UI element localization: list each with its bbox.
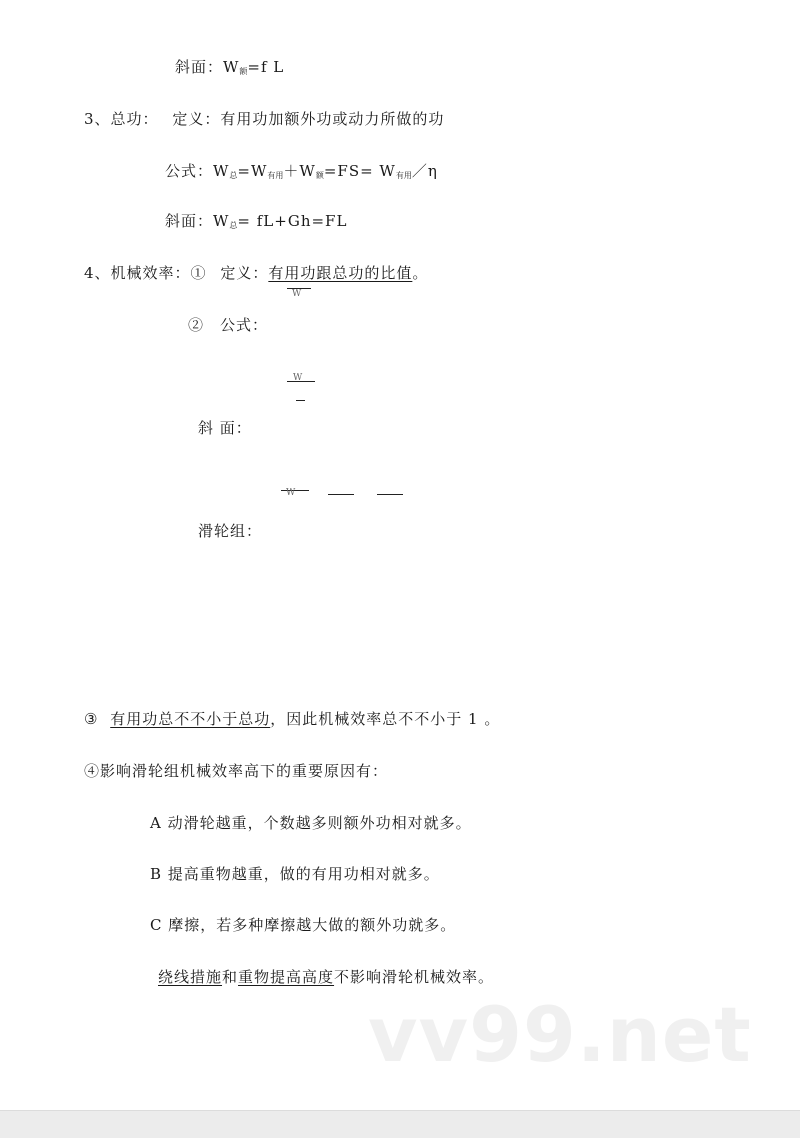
incline-extra-work-line <box>175 56 284 77</box>
text: ，因此机械效率总不不小于 1 。 <box>270 710 501 728</box>
subscript: 额 <box>239 67 248 76</box>
total-work-line <box>84 108 444 129</box>
subscript: 额 <box>315 171 324 180</box>
total-work-formula-line <box>165 160 438 181</box>
page-bottom-strip <box>0 1110 800 1138</box>
text: ② 公式： <box>188 316 269 334</box>
fraction-bar <box>296 400 305 401</box>
pulley-item <box>198 520 262 541</box>
subscript: 总 <box>229 221 238 230</box>
note-3-line <box>84 708 500 729</box>
fraction-bar <box>328 494 354 495</box>
formula: ＋W <box>283 162 316 180</box>
definition: 定义：有用功加额外功或动力所做的功 <box>172 110 445 128</box>
fraction-symbol: W <box>293 373 303 383</box>
formula: ／η <box>411 162 438 180</box>
final-note-line <box>158 966 494 987</box>
text: 公式：W <box>165 162 230 180</box>
fraction-bar <box>377 494 403 495</box>
underlined-text: 重物提高高度 <box>238 968 335 986</box>
text: 和 <box>222 968 239 986</box>
text: 斜 面： <box>198 419 252 437</box>
text: 。 <box>412 264 429 282</box>
efficiency-line <box>84 262 428 283</box>
formula: =FS= W <box>323 162 396 180</box>
factor-b-line <box>150 863 440 884</box>
text: ④影响滑轮组机械效率高下的重要原因有： <box>84 762 389 780</box>
text: 不影响滑轮机械效率。 <box>334 968 495 986</box>
total-work-incline-line <box>165 210 347 231</box>
section-heading: 3、总功： <box>84 110 159 128</box>
factor-a-line <box>150 812 472 833</box>
subscript: 有用 <box>267 171 284 180</box>
formula-item <box>188 314 268 335</box>
text: 斜面：W <box>165 212 230 230</box>
factor-c-line <box>150 914 456 935</box>
fraction-symbol: W <box>292 289 302 299</box>
subscript: 总 <box>229 171 238 180</box>
definition-underlined: 有用功跟总功的比值 <box>268 264 413 282</box>
underlined-text: 有用功总不不小于总功 <box>110 710 271 728</box>
item-number: ③ <box>84 710 99 728</box>
formula: = fL+Gh=FL <box>237 212 348 230</box>
section-heading: 4、机械效率：① <box>84 264 207 282</box>
formula: =f L <box>247 58 285 76</box>
note-4-line <box>84 760 388 781</box>
text: C 摩擦，若多种摩擦越大做的额外功就多。 <box>150 916 457 934</box>
watermark: vv99.net <box>368 990 752 1079</box>
formula: =W <box>237 162 268 180</box>
text: 定义： <box>220 264 269 282</box>
subscript: 有用 <box>395 171 412 180</box>
fraction-symbol: W <box>286 488 296 498</box>
incline-item <box>198 417 252 438</box>
underlined-text: 绕线措施 <box>158 968 223 986</box>
text: 斜面：W <box>175 58 240 76</box>
text: A 动滑轮越重，个数越多则额外功相对就多。 <box>150 814 472 832</box>
text: B 提高重物越重，做的有用功相对就多。 <box>150 865 440 883</box>
text: 滑轮组： <box>198 522 263 540</box>
